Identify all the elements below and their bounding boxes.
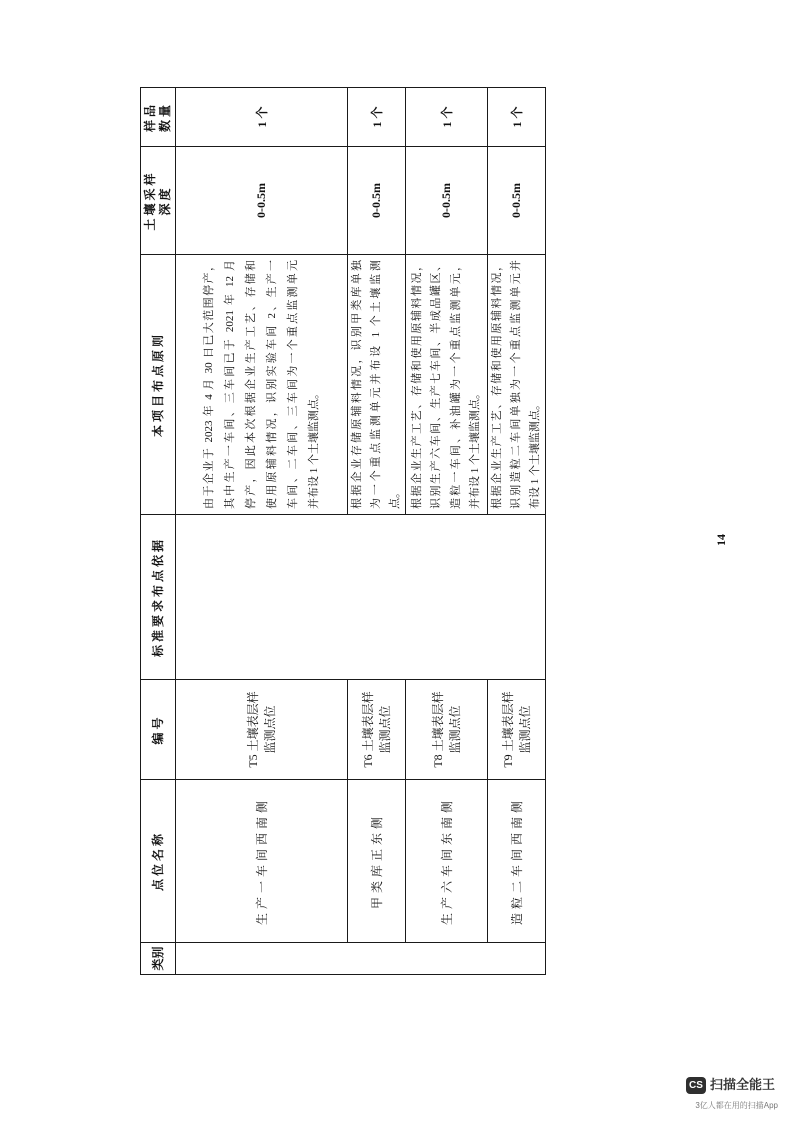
principle-line: 为一个重点监测单元并布设 1 个土壤监测 (370, 260, 382, 509)
code-line1: T9 土壤表层样 (500, 691, 515, 768)
principle-cell (176, 255, 348, 515)
header-sampling-depth-line1: 土壤采样 (143, 170, 157, 231)
principle-cell (406, 255, 488, 515)
sampling-depth-cell: 0-0.5m (406, 147, 488, 255)
code-cell (348, 680, 406, 780)
principle-line: 使用原辅料情况，识别实验车间 2、生产一 (265, 260, 278, 509)
principle-cell (488, 255, 546, 515)
principle-line: 识别生产六车间、生产七车间、半成品罐区、 (430, 260, 442, 509)
principle-line: 根据企业生产工艺、存储和使用原辅料情况， (491, 260, 503, 509)
header-sample-quantity-line2: 数量 (158, 102, 172, 133)
principle-line: 并布设 1 个土壤监测点。 (307, 388, 320, 509)
category-cell (176, 943, 546, 975)
code-line2: 监测点位 (517, 705, 532, 754)
camscanner-logo-icon: CS (686, 1077, 706, 1094)
sample-quantity-cell: 1 个 (176, 88, 348, 147)
sampling-depth-cell: 0-0.5m (488, 147, 546, 255)
header-sample-quantity-line1: 样品 (143, 102, 157, 133)
principle-cell (348, 255, 406, 515)
code-line2: 监测点位 (262, 705, 277, 754)
point-name-cell: 生产一车间西南侧 (176, 780, 348, 943)
principle-line: 根据企业生产工艺、存储和使用原辅料情况， (410, 260, 423, 509)
principle-line: 根据企业存储原辅料情况，识别甲类库单独 (351, 260, 363, 509)
principle-line: 布设 1 个土壤监测点。 (529, 399, 541, 509)
point-name-cell: 造粒二车间西南侧 (488, 780, 546, 943)
principle-line: 车间、二车间、三车间为一个重点监测单元 (286, 260, 299, 509)
header-code: 编号 (141, 680, 176, 780)
principle-line: 识别造粒二车间单独为一个重点监测单元并 (510, 260, 522, 509)
code-line2: 监测点位 (377, 705, 392, 754)
code-line1: T8 土壤表层样 (430, 691, 445, 768)
soil-monitoring-points-table (140, 87, 546, 975)
watermark-slogan: 3亿人都在用的扫描App (695, 1101, 778, 1110)
point-name-cell: 生产六车间东南侧 (406, 780, 488, 943)
sample-quantity-cell: 1 个 (348, 88, 406, 147)
header-standard-basis: 标准要求布点依据 (141, 515, 176, 680)
header-sample-quantity (141, 88, 176, 147)
code-line1: T6 土壤表层样 (360, 691, 375, 768)
principle-line: 其中生产一车间、三车间已于 2021 年 12 月 (223, 260, 236, 509)
code-line2: 监测点位 (447, 705, 462, 754)
principle-line: 并布设 1 个土壤监测点。 (469, 388, 481, 509)
principle-line: 停产，因此本次根据企业生产工艺、存储和 (244, 260, 257, 509)
principle-line: 造粒一车间、补油罐为一个重点监测单元， (449, 260, 462, 509)
table-row-t5 (176, 88, 348, 975)
sample-quantity-cell: 1 个 (488, 88, 546, 147)
code-cell (488, 680, 546, 780)
header-sampling-depth (141, 147, 176, 255)
point-name-cell: 甲类库正东侧 (348, 780, 406, 943)
header-sampling-depth-line2: 深度 (158, 185, 172, 216)
sample-quantity-cell: 1 个 (406, 88, 488, 147)
code-cell (406, 680, 488, 780)
page-number: 14 (714, 534, 728, 546)
code-line1: T5 土壤表层样 (245, 691, 260, 768)
watermark-brand: 扫描全能王 (710, 1077, 776, 1092)
header-principle: 本项目布点原则 (141, 255, 176, 515)
sampling-depth-cell: 0-0.5m (348, 147, 406, 255)
code-cell (176, 680, 348, 780)
principle-line: 点。 (389, 487, 401, 509)
table-header-row (141, 88, 176, 975)
header-point-name: 点位名称 (141, 780, 176, 943)
rotated-table-container (140, 88, 545, 975)
sampling-depth-cell: 0-0.5m (176, 147, 348, 255)
principle-line: 由于企业于 2023 年 4 月 30 日已大范围停产， (202, 260, 215, 509)
header-category: 类别 (141, 943, 176, 975)
standard-basis-cell (176, 515, 546, 680)
